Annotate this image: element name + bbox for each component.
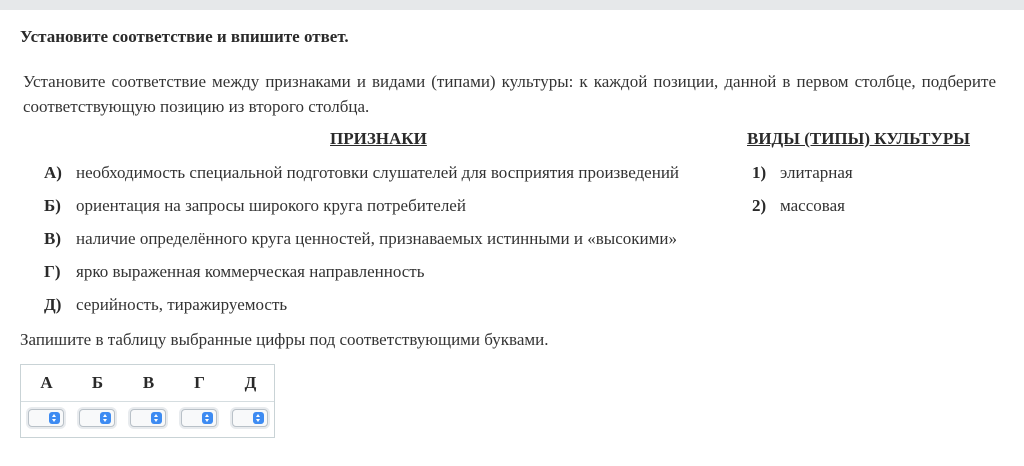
feature-letter: Г)	[44, 262, 61, 281]
answer-header-d: Д	[244, 373, 257, 392]
feature-text: необходимость специальной подготовки слушателей для восприятия произведений	[76, 163, 680, 182]
feature-letter: А)	[44, 163, 62, 182]
answer-select-a[interactable]	[28, 409, 64, 427]
answer-select-d[interactable]	[232, 409, 268, 427]
feature-item-v	[44, 228, 677, 250]
chevron-up-down-icon	[49, 412, 60, 424]
answer-select-g[interactable]	[181, 409, 217, 427]
task-heading: Установите соответствие и впишите ответ.	[20, 27, 349, 46]
answer-select-b[interactable]	[79, 409, 115, 427]
feature-item-a	[44, 162, 679, 184]
feature-item-d	[44, 294, 287, 316]
option-text: элитарная	[780, 163, 853, 182]
answer-header-a: А	[40, 373, 53, 392]
top-bar	[0, 0, 1024, 10]
feature-letter: Б)	[44, 196, 61, 215]
answer-header-g: Г	[194, 373, 205, 392]
table-divider	[21, 401, 274, 402]
answer-select-v[interactable]	[130, 409, 166, 427]
features-column-header: ПРИЗНАКИ	[330, 129, 427, 148]
chevron-up-down-icon	[151, 412, 162, 424]
feature-item-b	[44, 195, 466, 217]
chevron-up-down-icon	[100, 412, 111, 424]
types-column-header: ВИДЫ (ТИПЫ) КУЛЬТУРЫ	[747, 129, 970, 148]
answer-table	[20, 364, 275, 438]
option-number: 2)	[752, 196, 767, 215]
chevron-up-down-icon	[202, 412, 213, 424]
option-item-2	[752, 195, 845, 217]
option-number: 1)	[752, 163, 767, 182]
feature-letter: В)	[44, 229, 61, 248]
feature-text: серийность, тиражируемость	[76, 295, 288, 314]
feature-text: наличие определённого круга ценностей, признаваемых истинными и «высокими»	[76, 229, 677, 248]
chevron-up-down-icon	[253, 412, 264, 424]
instruction-text: Запишите в таблицу выбранные цифры под соответствующими буквами.	[20, 330, 549, 349]
answer-header-v: В	[142, 373, 155, 392]
option-item-1	[752, 162, 853, 184]
feature-letter: Д)	[44, 295, 62, 314]
option-text: массовая	[780, 196, 845, 215]
answer-header-b: Б	[91, 373, 104, 392]
task-intro: Установите соответствие между признаками и видами (типами) культуры: к каждой позиции, данной в первом столбце, подберите соответствующую позицию из второго столбца.	[23, 72, 996, 116]
feature-text: ярко выраженная коммерческая направленность	[76, 262, 425, 281]
feature-item-g	[44, 261, 424, 283]
feature-text: ориентация на запросы широкого круга потребителей	[76, 196, 466, 215]
